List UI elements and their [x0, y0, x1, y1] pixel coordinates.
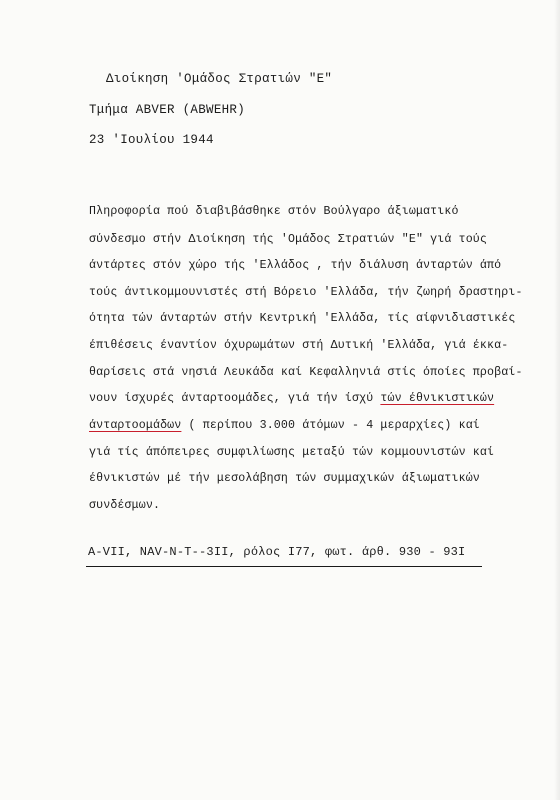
body-line-5: ότητα τών άνταρτών στήν Κεντρική 'Ελλάδα, τίς αίφνιδιαστικές — [89, 312, 516, 325]
page-edge-shadow — [554, 0, 560, 800]
body-line-6: έπιθέσεις έναντίον όχυρωμάτων στή Δυτική 'Ελλάδα, γιά έκκα- — [89, 339, 509, 352]
reference-underline — [86, 566, 482, 567]
body-line-8 — [89, 392, 494, 405]
highlighted-nationalist-text: τών έθνικιστικών — [380, 392, 495, 405]
body-line-10: γιά τίς άπόπειρες συμφιλίωσης μεταξύ τών κομμουνιστών καί — [89, 446, 495, 459]
archive-reference: A-VII, NAV-N-T--3II, ρόλος I77, φωτ. άρθ. 930 - 93I — [88, 545, 466, 559]
body-line-8-start: νουν ίσχυρές άνταρτοομάδες, γιά τήν ίσχύ — [89, 392, 381, 405]
header-command: Διοίκηση 'Ομάδος Στρατιών "Ε" — [106, 72, 333, 86]
body-line-3: άντάρτες στόν χώρο τής 'Ελλάδος , τήν διάλυση άνταρτών άπό — [89, 259, 502, 272]
body-line-7: θαρίσεις στά νησιά Λευκάδα καί Κεφαλληνιά στίς όποίες προβαί- — [89, 366, 523, 379]
body-line-9 — [89, 419, 480, 432]
body-line-11: έθνικιστών μέ τήν μεσολάβηση τών συμμαχικών άξιωματικών — [89, 472, 480, 485]
body-line-1: Πληροφορία πού διαβιβάσθηκε στόν Βούλγαρο άξιωματικό — [89, 205, 459, 218]
header-department: Τμήμα ABVER (ABWEHR) — [89, 103, 246, 117]
highlighted-guerrilla-groups: άνταρτοομάδων — [89, 419, 182, 432]
body-line-12: συνδέσμων. — [89, 499, 161, 512]
header-date: 23 'Ιουλίου 1944 — [89, 133, 214, 147]
body-line-4: τούς άντικομμουνιστές στή Βόρειο 'Ελλάδα, τήν ζωηρή δραστηρι- — [89, 286, 523, 299]
body-line-2: σύνδεσμο στήν Διοίκηση τής 'Ομάδος Στρατιών "Ε" γιά τούς — [89, 233, 488, 246]
body-line-9-rest: ( περίπου 3.000 άτόμων - 4 μεραρχίες) καί — [181, 419, 480, 432]
